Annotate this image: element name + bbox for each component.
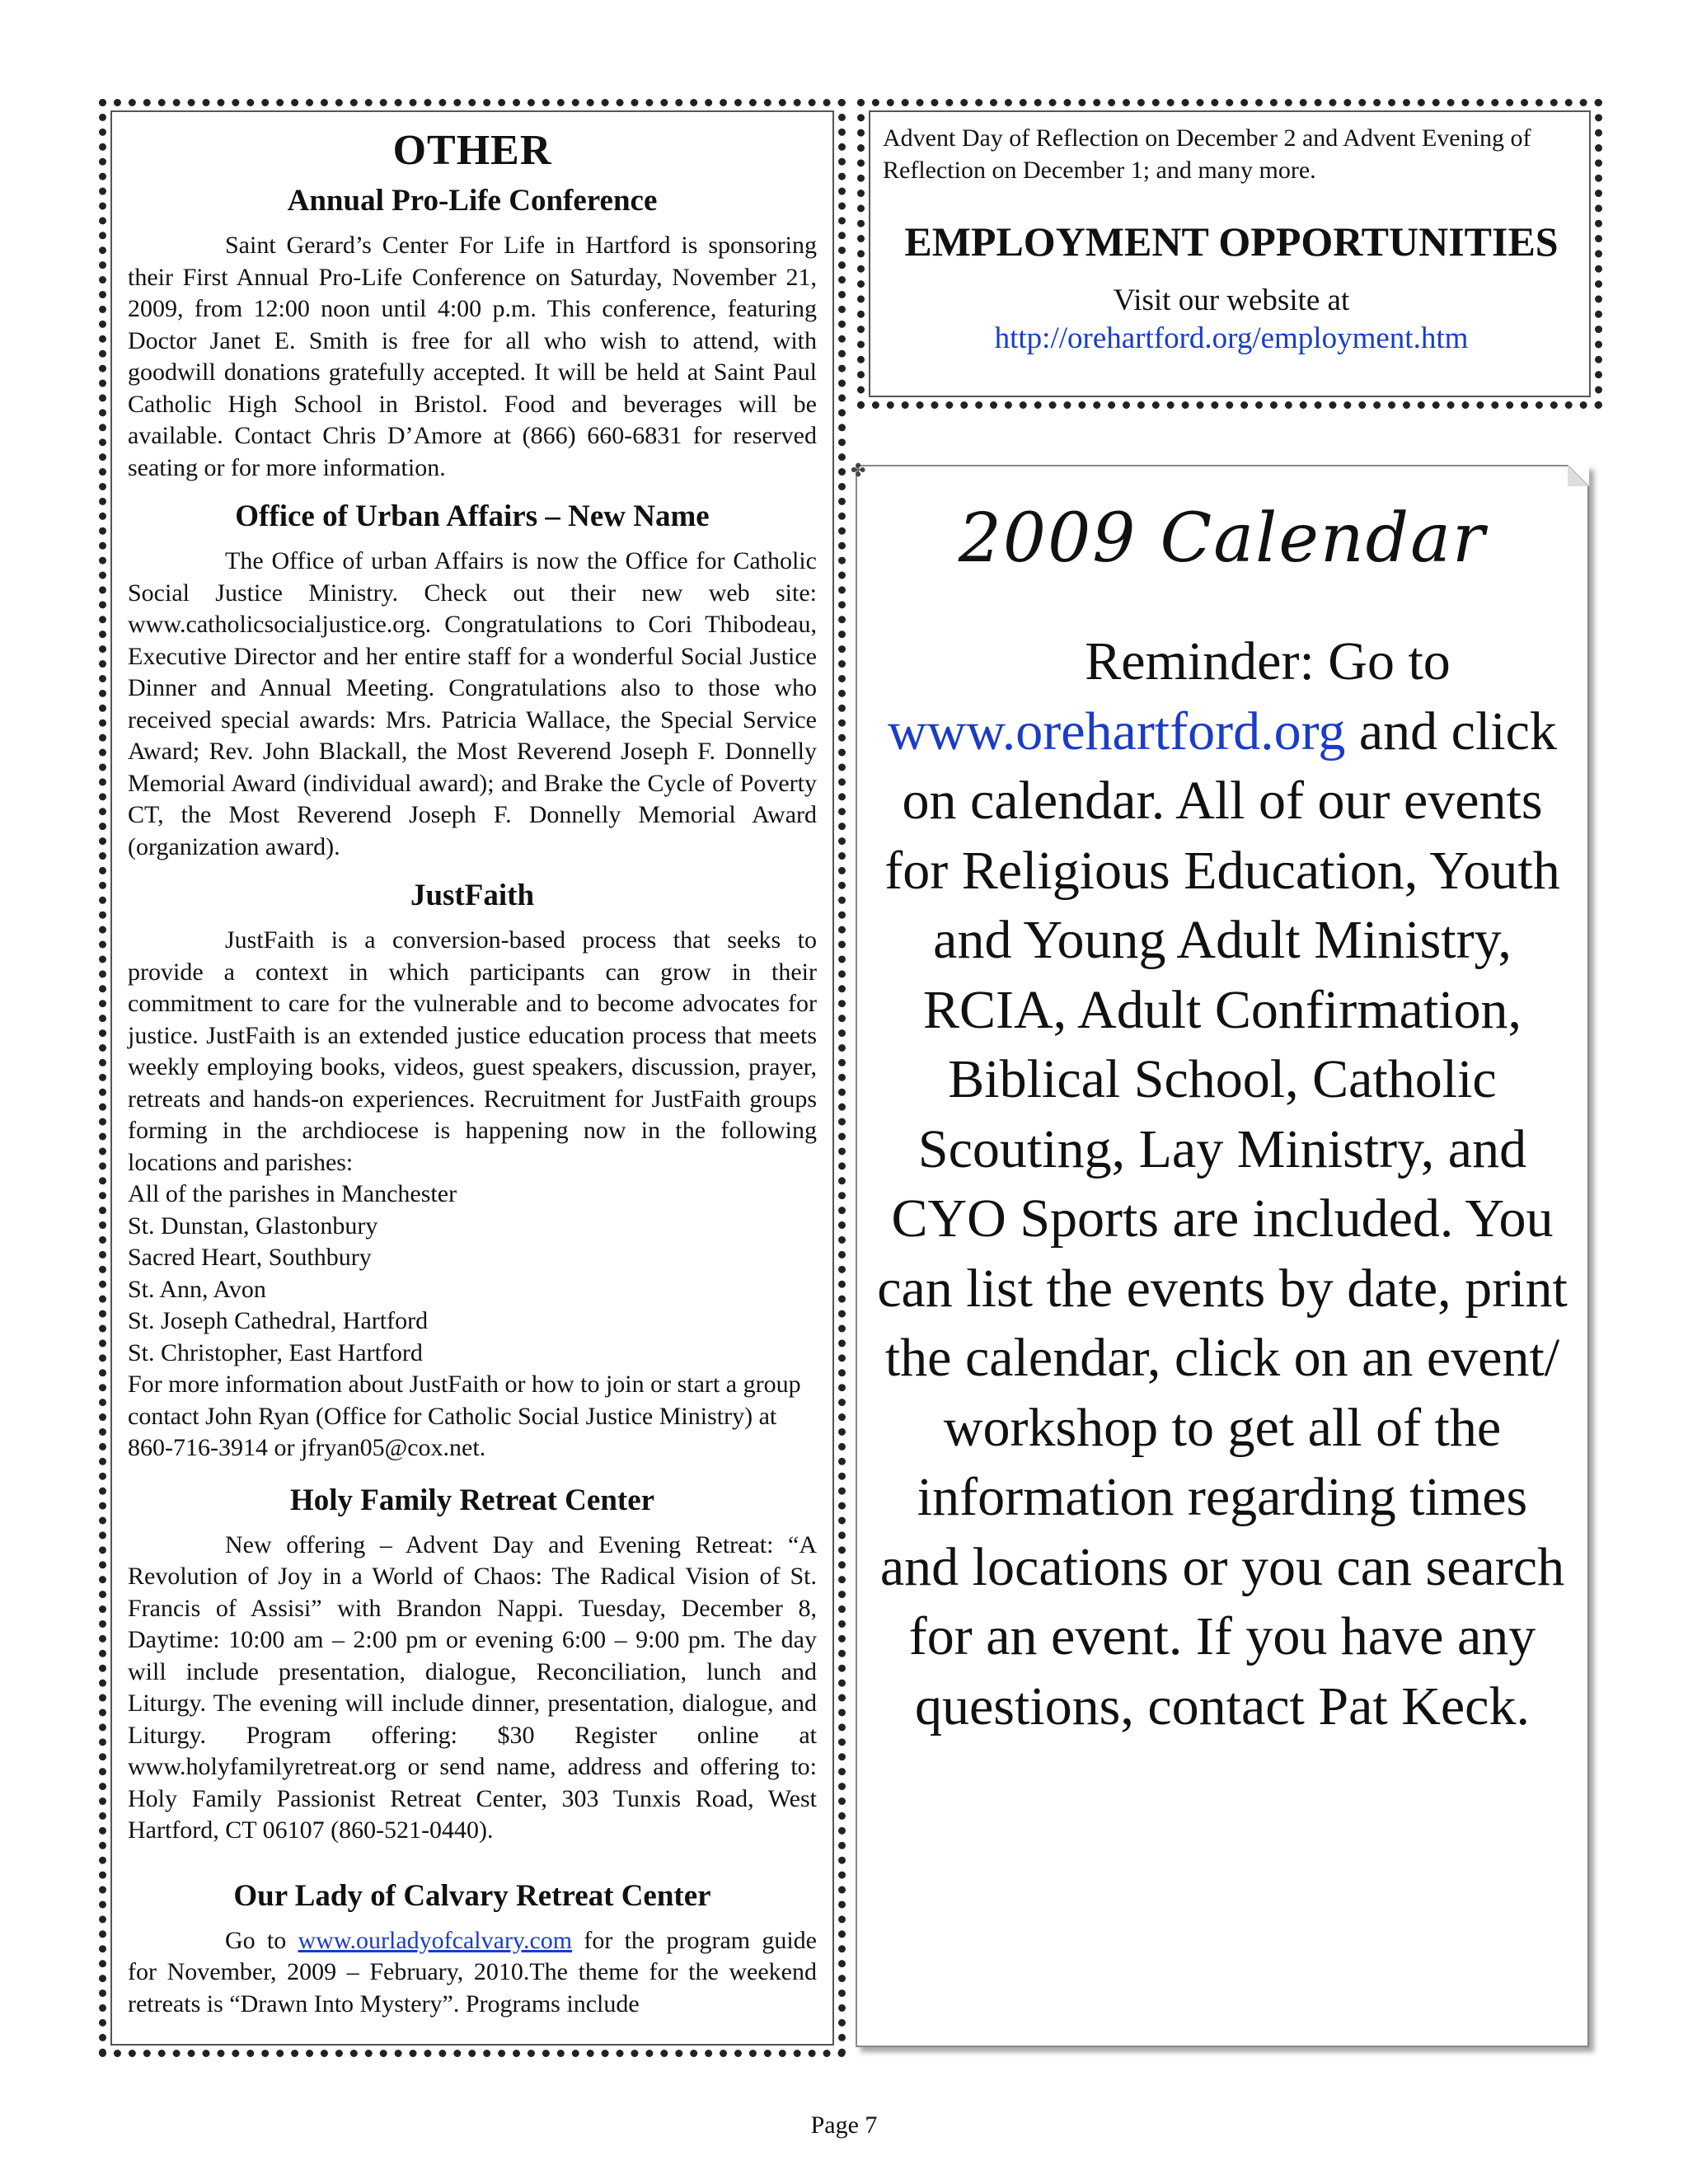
location-item: St. Joseph Cathedral, Hartford [128, 1307, 429, 1334]
location-item: All of the parishes in Manchester [128, 1180, 457, 1207]
calendar-title: 2009 Calendar [958, 499, 1487, 578]
left-column-box [99, 99, 846, 2057]
article-text-justfaith: JustFaith is a conversion-based process that seeks to provide a context in which participants can grow in their commitment to care for the vulnerable and to become advocates for justice. JustFaith is an extended justice education process that meets weekly employing books, videos, guest speakers, discussion, prayer, retreats and hands-on experiences. Recruitment for JustFaith groups forming in the archdiocese is happening now in the following locations and parishes: [128, 926, 817, 1176]
location-item: Sacred Heart, Southbury [128, 1244, 372, 1271]
article-text-urban-affairs: The Office of urban Affairs is now the Office for Catholic Social Justice Ministry. Check out their new web site: www.catholicsocialjustice.org. Congratulations to Cori Thibodeau, Executive Director and her entire staff for a wonderful Social Justice Dinner and Annual Meeting. Congratulations also to those who received special awards: Mrs. Patricia Wallace, the Special Service Award; Rev. John Blackall, the Most Reverend Joseph F. Donnelly Memorial Award (individual award); and Brake the Cycle of Poverty CT, the Most Reverend Joseph F. Donnelly Memorial Award (organization award). [128, 547, 817, 860]
article-body-holy-family [128, 1530, 817, 1847]
article-title-justfaith: JustFaith [410, 879, 535, 912]
article-title-calvary: Our Lady of Calvary Retreat Center [233, 1878, 711, 1913]
visit-website-text: Visit our website at [1113, 284, 1350, 317]
page-fold-icon [1568, 465, 1589, 486]
article-body-calvary [128, 1925, 817, 2021]
article-body-pro-life [128, 230, 817, 484]
calvary-text-suffix: for the program guide for November, 2009 – February, 2010.The theme for the weekend retreats is “Drawn Into Mystery”. Programs include [128, 1926, 818, 2018]
calendar-note [851, 460, 1589, 2047]
location-item: St. Dunstan, Glastonbury [128, 1212, 378, 1240]
employment-title: EMPLOYMENT OPPORTUNITIES [904, 218, 1559, 265]
calendar-body [875, 627, 1569, 1741]
calendar-website-link[interactable]: www.orehartford.org [888, 701, 1346, 762]
justfaith-contact: For more information about JustFaith or how to join or start a group contact John Ryan (Office for Catholic Social Justice Ministry) at 860-716-3914 or jfryan05@cox.net. [128, 1371, 801, 1461]
employment-link[interactable]: http://orehartford.org/employment.htm [994, 321, 1469, 355]
section-title-other: OTHER [392, 127, 552, 174]
article-body-justfaith [128, 925, 817, 1179]
article-title-urban-affairs: Office of Urban Affairs – New Name [235, 499, 710, 533]
article-body-urban-affairs [128, 546, 817, 863]
calvary-website-link[interactable]: www.ourladyofcalvary.com [298, 1926, 573, 1954]
article-text-holy-family: New offering – Advent Day and Evening Retreat: “A Revolution of Joy in a World of Chaos: The Radical Vision of St. Francis of Assisi” with Brandon Nappi. Tuesday, December 8, Daytime: 10:00 am – 2:00 pm or evening 6:00 – 9:00 pm. The day will include presentation, dialogue, Reconciliation, lunch and Liturgy. The evening will include dinner, presentation, dialogue, and Liturgy. Program offering: $30 Register online at www.holyfamilyretreat.org or send name, address and offering to: Holy Family Passionist Retreat Center, 303 Tunxis Road, West Hartford, CT 06107 (860-521-0440). [128, 1530, 817, 1844]
advent-continued-text: Advent Day of Reflection on December 2 and Advent Evening of Reflection on December 1; and many more. [883, 124, 1531, 184]
location-item: St. Christopher, East Hartford [128, 1338, 423, 1366]
right-top-box [857, 99, 1602, 409]
calvary-text-prefix: Go to [225, 1926, 298, 1954]
article-title-holy-family: Holy Family Retreat Center [289, 1483, 655, 1517]
calendar-instructions: and click on calendar. All of our events for Religious Education, Youth and Young Adult Ministry, RCIA, Adult Confirmation, Biblical School, Catholic Scouting, Lay Ministry, and CYO Sports are included. You can list the events by date, print the calendar, click on an event/ workshop to get all of the information regarding times and locations or you can search for an event. If you have any questions, contact Pat Keck. [877, 701, 1568, 1736]
page-number: Page 7 [810, 2111, 878, 2139]
article-text-pro-life: Saint Gerard’s Center For Life in Hartford is sponsoring their First Annual Pro-Life Conference on Saturday, November 21, 2009, from 12:00 noon until 4:00 p.m. This conference, featuring Doctor Janet E. Smith is free for all who wish to attend, with goodwill donations gratefully accepted. It will be held at Saint Paul Catholic High School in Bristol. Food and beverages will be available. Contact Chris D’Amore at (866) 660-6831 for reserved seating or for more information. [128, 232, 817, 481]
location-item: St. Ann, Avon [128, 1275, 266, 1303]
article-title-pro-life: Annual Pro-Life Conference [287, 184, 658, 218]
pin-icon: ✤ [851, 460, 866, 480]
calendar-reminder-text: Reminder: Go to [1085, 631, 1451, 691]
